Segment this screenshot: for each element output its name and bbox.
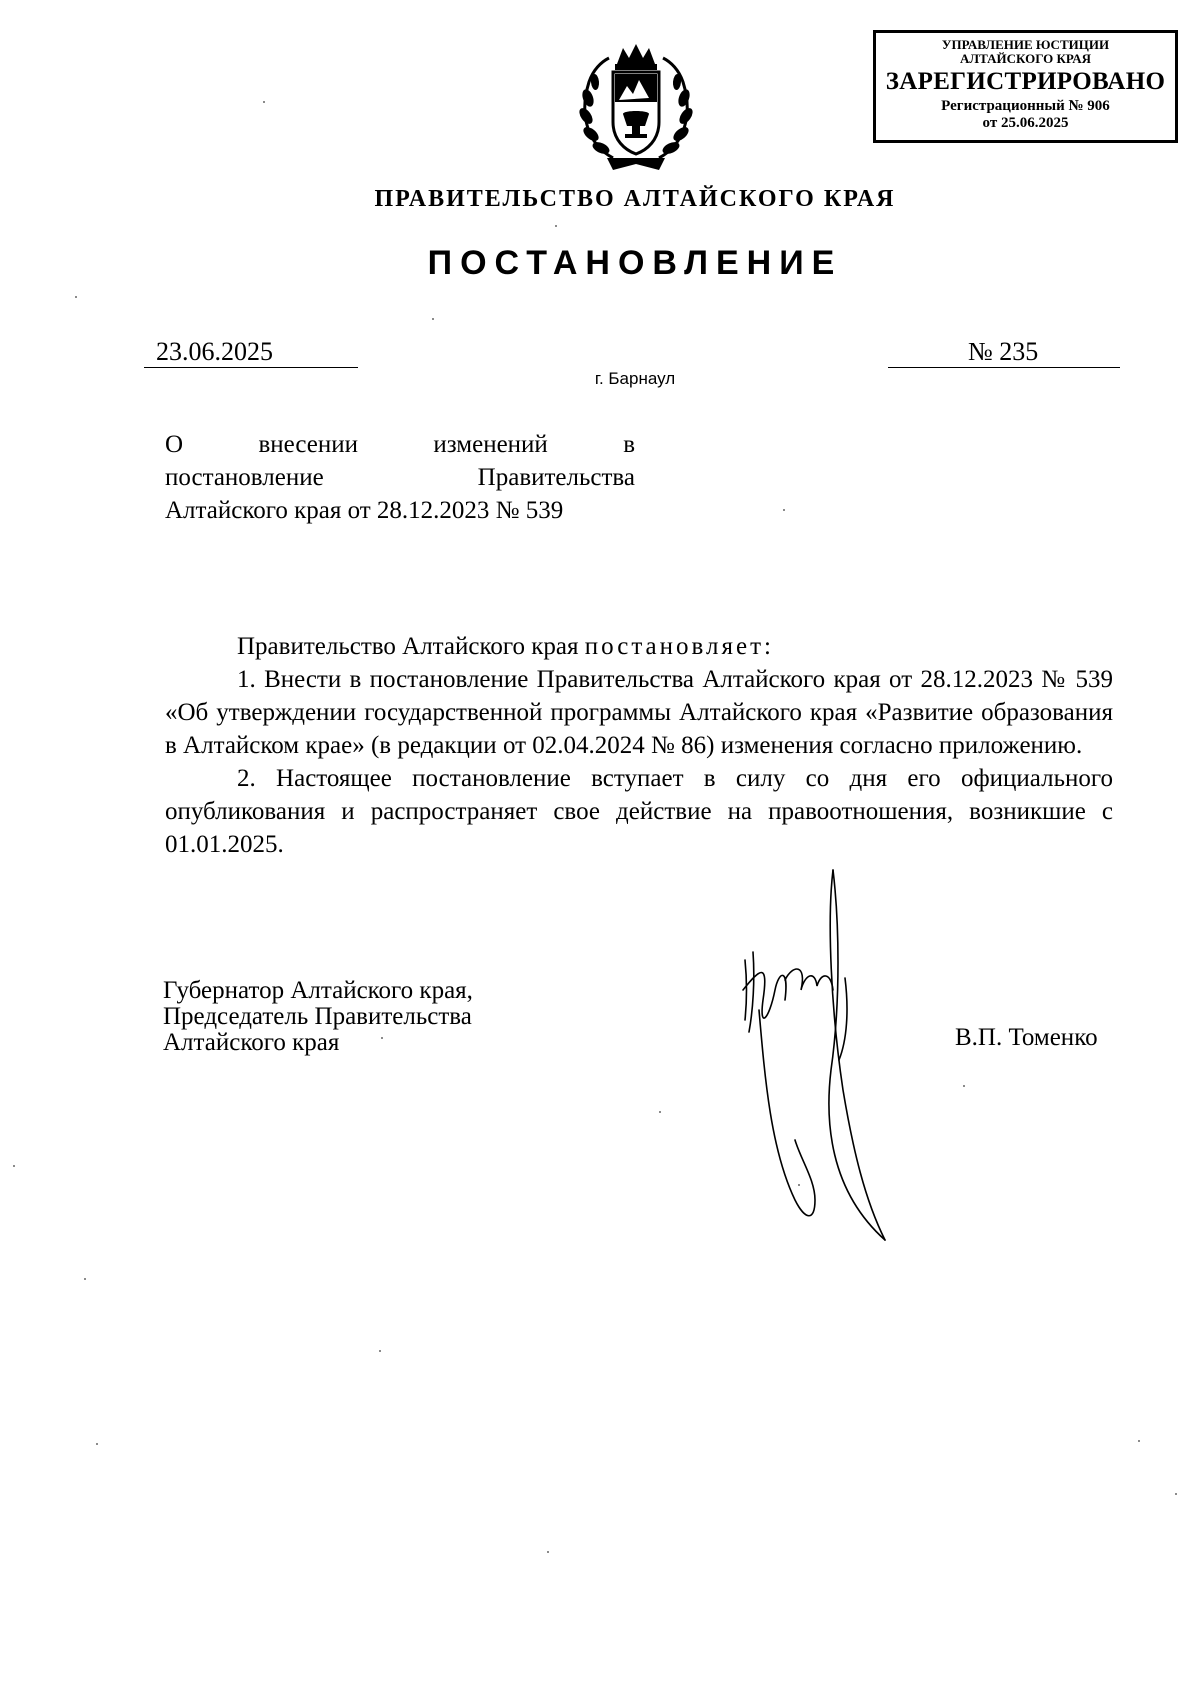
- subject-line1: О внесении изменений в: [165, 431, 635, 458]
- altai-krai-coat-of-arms-icon: [573, 40, 699, 174]
- document-subject: [165, 428, 635, 527]
- signer-line1: Губернатор Алтайского края,: [163, 977, 473, 1004]
- document-type: ПОСТАНОВЛЕНИЕ: [427, 244, 843, 282]
- signer-line3: Алтайского края: [163, 1029, 340, 1056]
- signer-position: [163, 978, 473, 1056]
- intro-prefix: Правительство Алтайского края: [237, 633, 585, 660]
- stamp-authority-line1: УПРАВЛЕНИЕ ЮСТИЦИИ: [941, 37, 1110, 52]
- intro-verb: постановляет:: [584, 633, 774, 660]
- body-item-1: 1. Внести в постановление Правительства Алтайского края от 28.12.2023 № 539 «Об утверждении государственной программы Алтайского края «Развитие образования в Алтайском крае» (в редакции от 02.04.2024 № 86) изменения согласно приложению.: [165, 666, 1113, 759]
- stamp-status: ЗАРЕГИСТРИРОВАНО: [885, 68, 1166, 95]
- stamp-reg-date: от 25.06.2025: [982, 115, 1069, 131]
- document-city: г. Барнаул: [594, 369, 676, 388]
- stamp-reg-number: Регистрационный № 906: [941, 98, 1110, 114]
- document-number: № 235: [888, 337, 1120, 368]
- body-intro: [165, 630, 1113, 663]
- signer-name: В.П. Томенко: [955, 1024, 1098, 1051]
- stamp-authority-line2: АЛТАЙСКОГО КРАЯ: [960, 51, 1091, 66]
- registration-stamp: [873, 30, 1178, 143]
- body-item-2: 2. Настоящее постановление вступает в силу со дня его официального опубликования и распространяет свое действие на правоотношения, возникшие с 01.01.2025.: [165, 765, 1113, 858]
- handwritten-signature: [735, 860, 910, 1245]
- government-title: ПРАВИТЕЛЬСТВО АЛТАЙСКОГО КРАЯ: [374, 186, 896, 212]
- signer-line2: Председатель Правительства: [163, 1003, 472, 1030]
- subject-line3: Алтайского края от 28.12.2023 № 539: [165, 497, 564, 524]
- subject-line2: постановление Правительства: [165, 464, 635, 491]
- document-date: 23.06.2025: [144, 337, 358, 368]
- document-body: [165, 630, 1113, 861]
